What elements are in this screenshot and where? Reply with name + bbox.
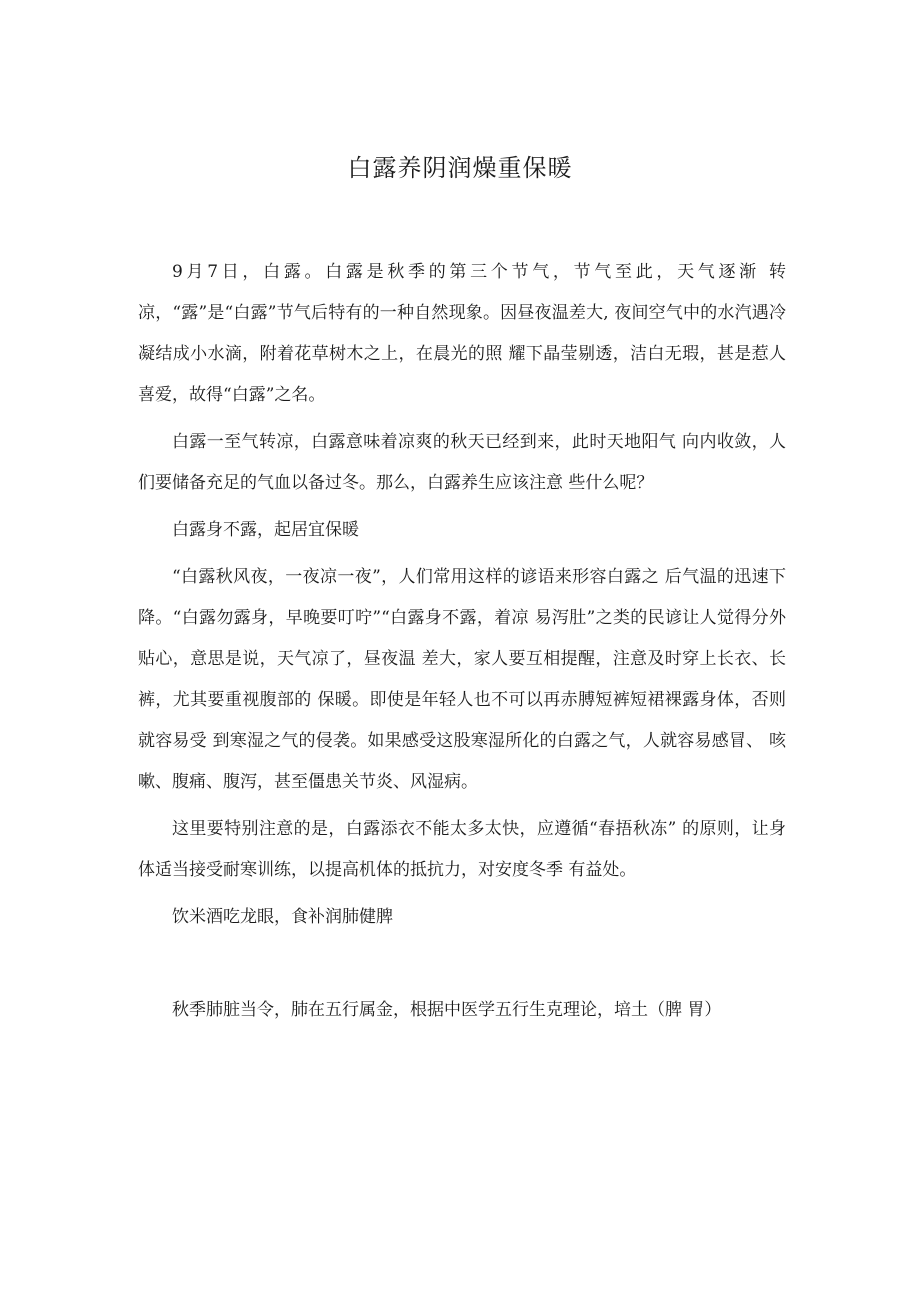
document-body xyxy=(138,252,786,1031)
paragraph-proverbs: “白露秋风夜，一夜凉一夜”，人们常用这样的谚语来形容白露之 后气温的迅速下降。“白露勿露身，早晚要叮咛”“白露身不露，着凉 易泻肚”之类的民谚让人觉得分外贴心，意思是说，天气凉了，昼夜温 差大，家人要互相提醒，注意及时穿上长衣、长裤，尤其要重视腹部的 保暖。即使是年轻人也不可以再赤膊短裤短裙裸露身体，否则就容易受 到寒湿之气的侵袭。如果感受这股寒湿所化的白露之气，人就容易感冒、 咳嗽、腹痛、腹泻，甚至僵患关节炎、风湿病。 xyxy=(138,567,786,792)
paragraph-lung-spleen: 秋季肺脏当令，肺在五行属金，根据中医学五行生克理论，培土（脾 胃） xyxy=(172,1000,722,1020)
paragraph-clothing-advice: 这里要特别注意的是，白露添衣不能太多太快，应遵循“春捂秋冻” 的原则，让身体适当接受耐寒训练，以提高机体的抵抗力，对安度冬季 有益处。 xyxy=(138,819,786,880)
paragraph-cooling: 白露一至气转凉，白露意味着凉爽的秋天已经到来，此时天地阳气 向内收敛，人们要储备充足的气血以备过冬。那么，白露养生应该注意 些什么呢？ xyxy=(138,432,786,493)
paragraph-spacer xyxy=(138,938,786,990)
section-heading-keep-warm: 白露身不露，起居宜保暖 xyxy=(172,520,359,540)
paragraph-intro: 9月7日，白露。白露是秋季的第三个节气，节气至此，天气逐渐 转凉，“露”是“白露”节气后特有的一种自然现象。因昼夜温差大, 夜间空气中的水汽遇冷凝结成小水滴，附着花草树木之上，在晨光的照 耀下晶莹剔透，洁白无瑕，甚是惹人喜爱，故得“白露”之名。 xyxy=(138,262,786,405)
document-title: 白露养阴润燥重保暖 xyxy=(347,154,573,182)
section-heading-diet: 饮米酒吃龙眼，食补润肺健脾 xyxy=(172,907,393,927)
